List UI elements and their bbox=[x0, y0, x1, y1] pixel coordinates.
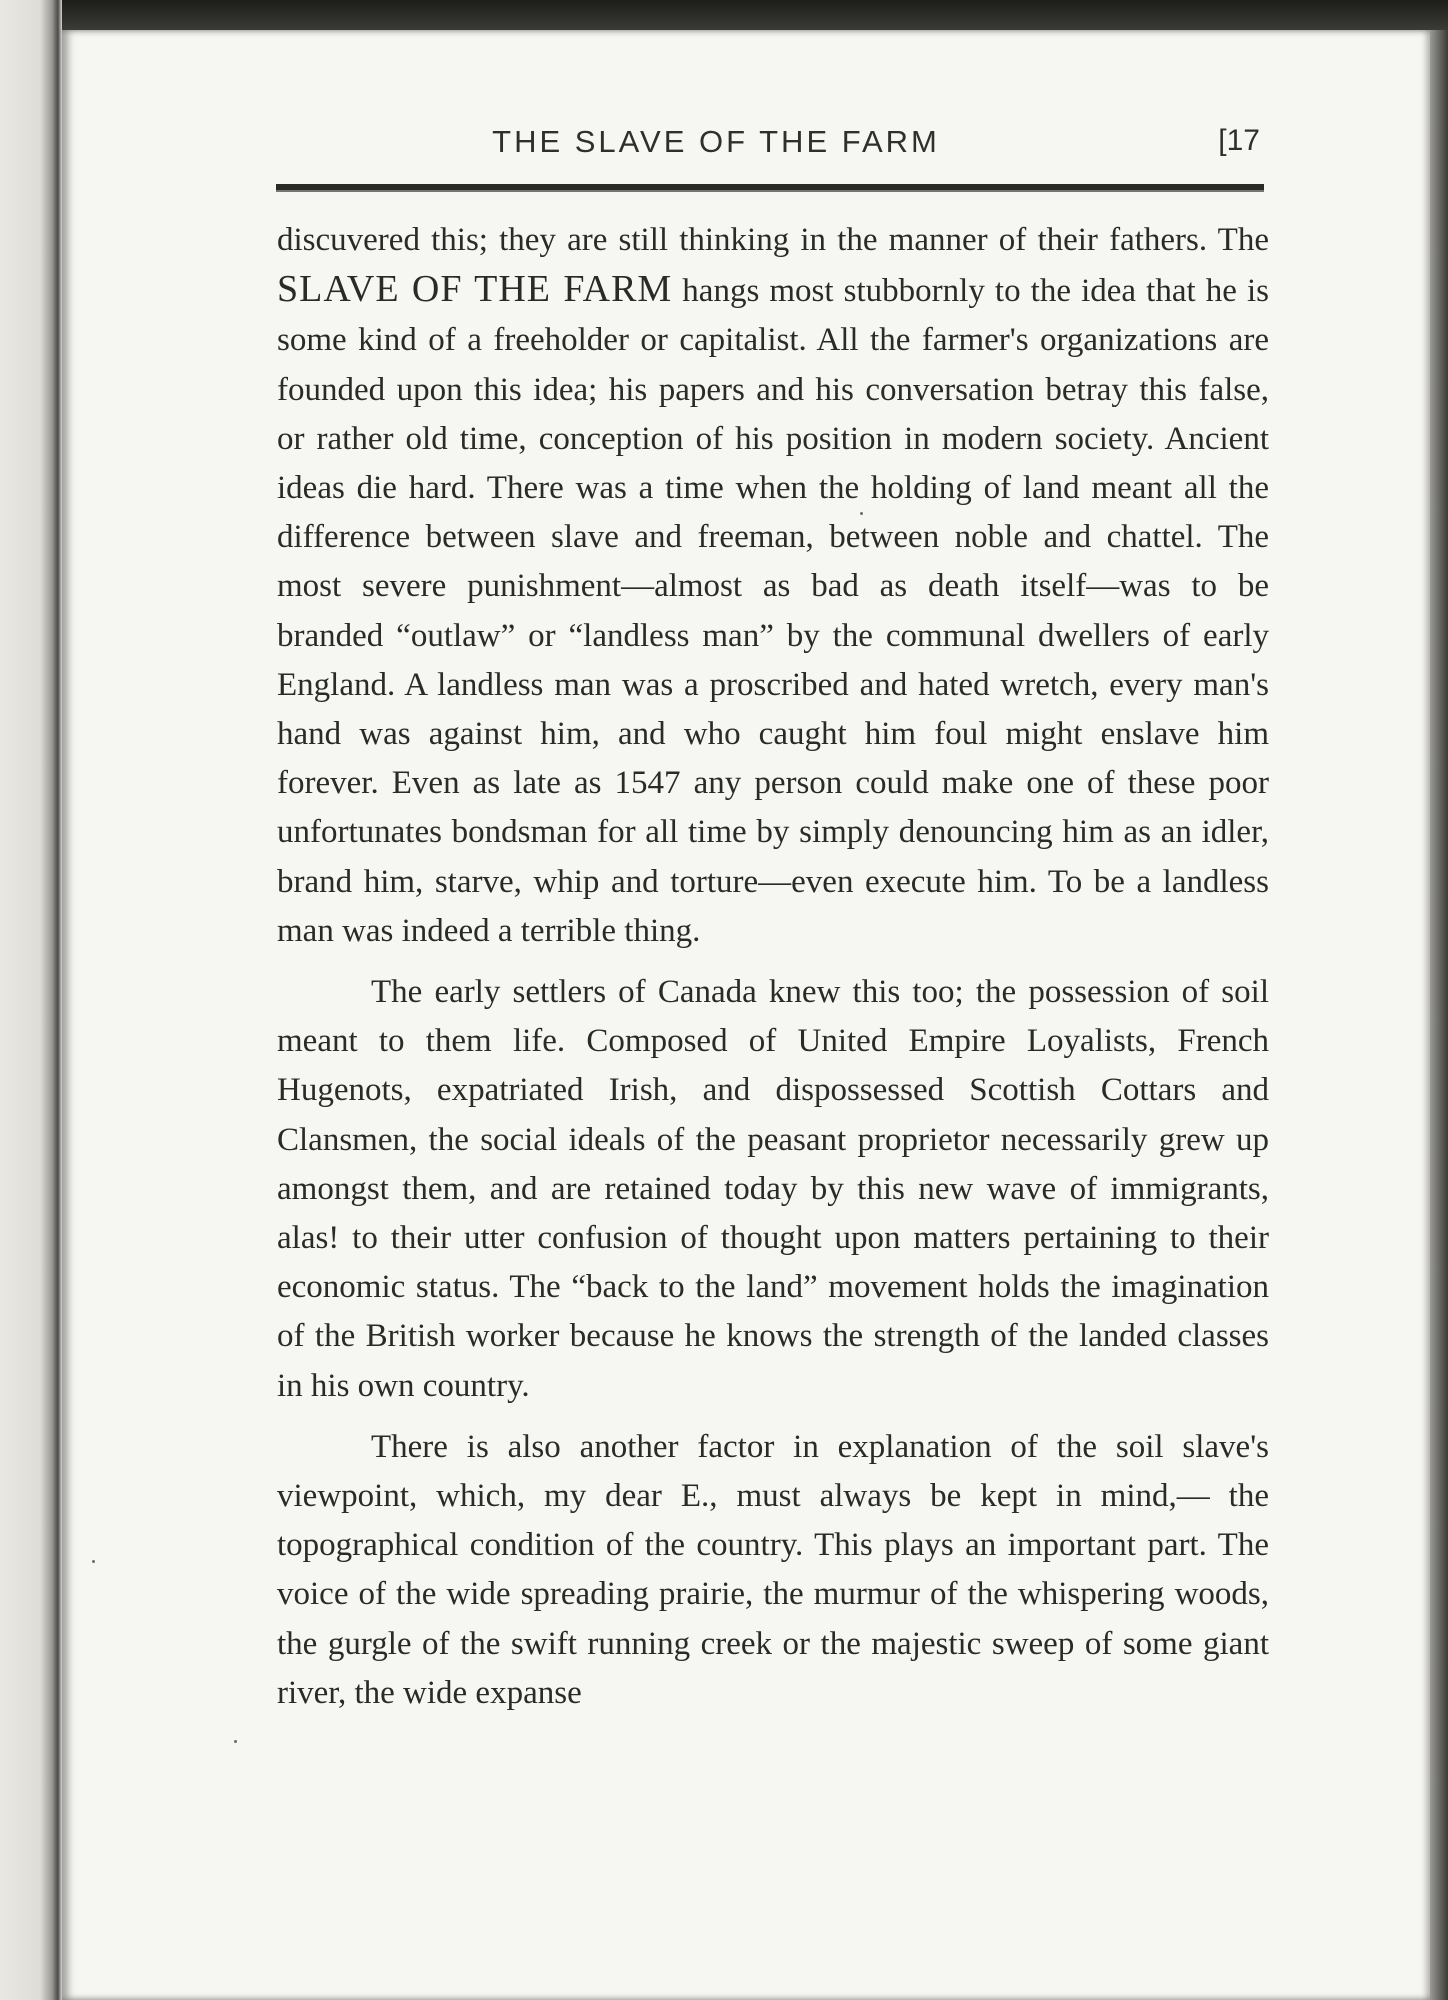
paragraph-1-rest: hangs most stubbornly to the idea that he is some kind of a freeholder or capitalist. All the farmer's organizations are founded upon this idea; his papers and his conversation betray this false, or rather old time, conception of his position in modern society. Ancient ideas die hard. There was a time when the holding of land meant all the difference between slave and freeman, between noble and chattel. The most severe punishment—almost as bad as death itself—was to be branded “outlaw” or “landless man” by the communal dwellers of early England. A landless man was a proscribed and hated wretch, every man's hand was against him, and who caught him foul might enslave him forever. Even as late as 1547 any person could make one of these poor unfortunates bondsman for all time by simply denouncing him as an idler, brand him, starve, whip and torture—even execute him. To be a landless man was indeed a terrible thing. bbox=[277, 273, 1269, 949]
paragraph-1 bbox=[277, 216, 1269, 956]
header-rule bbox=[276, 184, 1264, 192]
scan-left-margin bbox=[0, 0, 62, 2000]
scan-speck bbox=[92, 1560, 95, 1563]
scan-speck bbox=[860, 512, 863, 515]
scan-right-edge bbox=[1430, 30, 1448, 2000]
paragraph-1-lead: discuvered this; they are still thinking in the manner of their fathers. The bbox=[277, 222, 1269, 258]
book-title-inline: SLAVE OF THE FARM bbox=[277, 268, 673, 311]
paragraph-3: There is also another factor in explanation of the soil slave's viewpoint, which, my dear E., must always be kept in mind,— the topographical condition of the country. This plays an important part. The voice of the wide spreading prairie, the murmur of the whispering woods, the gurgle of the swift running creek or the majestic sweep of some giant river, the wide expanse bbox=[277, 1428, 1269, 1711]
scan-top-edge bbox=[0, 0, 1448, 30]
scan-speck bbox=[234, 1740, 237, 1743]
running-title: THE SLAVE OF THE FARM bbox=[492, 124, 940, 159]
paragraph-2: The early settlers of Canada knew this too; the possession of soil meant to them life. Composed of United Empire Loyalists, French Hugenots, expatriated Irish, and dispossessed Scottish Cottars and Clansmen, the social ideals of the peasant proprietor necessarily grew up amongst them, and are retained today by this new wave of immigrants, alas! to their utter confusion of thought upon matters pertaining to their economic status. The “back to the land” movement holds the imagination of the British worker because he knows the strength of the landed classes in his own country. bbox=[277, 974, 1269, 1404]
body-text bbox=[277, 216, 1269, 1718]
page-number: [17 bbox=[1218, 124, 1260, 157]
running-head bbox=[276, 120, 1264, 170]
